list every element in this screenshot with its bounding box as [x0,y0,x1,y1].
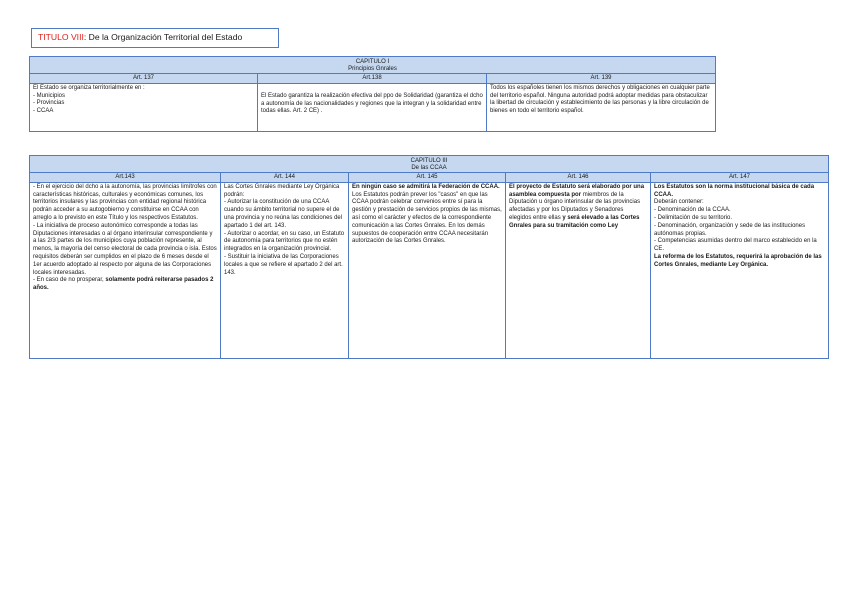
art-145-para-bold: En ningún caso se admitirá la Federación de CCAA. [352,183,500,190]
art-138-header: Art.138 [258,74,487,84]
art-137-body [30,83,258,131]
art-146-para: miembros de la Diputación u órgano interinsular de las provincias afectadas y por los Diputados y Senadores elegidos entre ellas [509,191,641,221]
art-143-header: Art.143 [30,173,221,183]
art-145-body [349,182,506,358]
art-147-para: - Denominación de la CCAA. [654,207,731,214]
art-143-body [30,182,221,358]
art-147-header: Art. 147 [651,173,829,183]
art-147-para: Deberán contener: [654,199,704,206]
art-137-line: - Municipios [33,92,66,99]
art-147-body [651,182,829,358]
art-147-para-bold: Los Estatutos son la norma institucional básica de cada CCAA. [654,183,815,198]
art-143-para: - La iniciativa de proceso autonómico corresponde a todas las Diputaciones interesadas o al órgano interinsular correspondiente y a las 2/3 partes de los municipios cuya población represente, al menos, la mayoría del censo electoral de cada provincia o isla. Estos requisitos deberán ser cumplidos en el plazo de 6 meses desde el 1er acuerdo adoptado al respecto por alguna de las Corporaciones locales interesadas. [33,222,217,276]
chapter-1-header [30,57,716,74]
art-139-body [487,83,716,131]
art-144-para: - Autorizar la constitución de una CCAA cuando su ámbito territorial no supere el de una provincia y no reúna las condiciones del apartado 1 del art. 143. [224,199,343,229]
art-144-para: Las Cortes Gnrales mediante Ley Orgánica podrán: [224,183,340,198]
art-143-para-bold: solamente podrá reiterarse pasados 2 años. [33,277,214,292]
chapter-3-heading: CAPITULO III [410,158,448,164]
art-144-para: - Sustituir la iniciativa de las Corporaciones locales a que se refiere el apartado 2 del art. 143. [224,253,343,276]
art-147-para: - Delimitación de su territorio. [654,214,733,221]
art-147-para: - Competencias asumidas dentro del marco establecido en la CE. [654,238,817,253]
art-143-para: - En caso de no prosperar, [33,277,106,284]
chapter-3-header [30,156,829,173]
art-139-text: Todos los españoles tienen los mismos derechos y obligaciones en cualquier parte del territorio español. Ninguna autoridad podrá adoptar medidas para obstaculizar la libertad de circulación y establecimiento de las personas y la libre circulación de bienes en todo el territorio español. [490,84,710,115]
art-144-header: Art. 144 [221,173,349,183]
art-147-para-bold: La reforma de los Estatutos, requerirá la aprobación de las Cortes Gnrales, mediante Ley Orgánica. [654,253,822,268]
art-138-body [258,83,487,131]
section-title [31,28,279,48]
art-144-para: - Autorizar o acordar, en su caso, un Estatuto de autonomía para territorios que no estén integrados en la organización provincial. [224,230,345,253]
art-146-para-bold: y será elevado a las Cortes Gnrales para su tramitación como Ley [509,214,640,229]
art-146-para-bold: El proyecto de Estatuto será elaborado por una asamblea compuesta por [509,183,645,198]
chapter-3-subheading: De las CCAA [411,164,447,171]
chapter-3-table [29,155,829,359]
chapter-1-subheading: Principios Gnrales [348,65,397,72]
art-138-text: El Estado garantiza la realización efectiva del ppo de Solidaridad (garantiza el dcho a autonomía de las nacionalidades y regiones que la integran y la solidaridad entre todas ellas. Art. 2 CE) . [261,92,483,115]
art-139-header: Art. 139 [487,74,716,84]
art-144-body [221,182,349,358]
art-147-para: - Denominación, organización y sede de las instituciones autónomas propias. [654,222,806,237]
chapter-1-heading: CAPITULO I [355,59,390,65]
art-143-para: - En el ejercicio del dcho a la autonomía, las provincias limítrofes con características históricas, culturales y económicas comunes, los territorios insulares y las provincias con entidad regional histórica podrán acceder a su autogobierno y constituirse en CCAA con arreglo a lo previsto en este Título y los respectivos Estatutos. [33,183,217,221]
art-145-header: Art. 145 [349,173,506,183]
art-137-line: - Provincias [33,100,65,107]
chapter-1-table [29,56,716,132]
section-title-number: TITULO VIII [38,32,84,42]
art-146-header: Art. 146 [506,173,651,183]
art-146-body [506,182,651,358]
art-137-line: El Estado se organiza territorialmente en : [33,84,145,91]
art-137-header: Art. 137 [30,74,258,84]
art-145-para: Los Estatutos podrán prever los "casos" en que las CCAA podrán celebrar convenios entre sí para la gestión y prestación de servicios propios de las mismas, así como el carácter y efectos de la correspondiente comunicación a las Cortes Gnrales. En los demás supuestos de cooperación entre CCAA necesitarán autorización de las Cortes Gnrales. [352,191,502,245]
art-137-line: - CCAA [33,108,54,115]
section-title-text: : De la Organización Territorial del Estado [83,32,243,42]
